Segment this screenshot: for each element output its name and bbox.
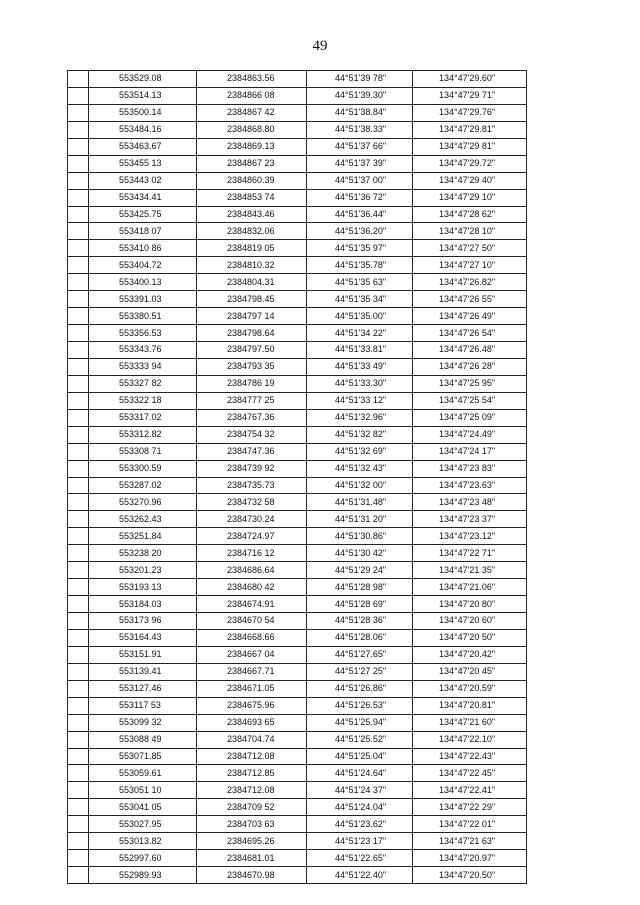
row-index-cell [68, 240, 89, 257]
y-coordinate-cell: 2384670.98 [197, 867, 307, 884]
row-index-cell [68, 816, 89, 833]
y-coordinate-cell: 2384674.91 [197, 596, 307, 613]
longitude-cell: 134°47'27 10" [413, 257, 527, 274]
row-index-cell [68, 172, 89, 189]
longitude-cell: 134°47'23 37" [413, 511, 527, 528]
table-row [68, 748, 527, 765]
x-coordinate-cell: 553418 07 [89, 223, 197, 240]
x-coordinate-cell: 553300.59 [89, 460, 197, 477]
latitude-cell: 44°51'35.00" [307, 308, 413, 325]
table-row [68, 443, 527, 460]
y-coordinate-cell: 2384709 52 [197, 799, 307, 816]
row-index-cell [68, 325, 89, 342]
latitude-cell: 44°51'25.52" [307, 731, 413, 748]
latitude-cell: 44°51'32 00" [307, 477, 413, 494]
x-coordinate-cell: 553013.82 [89, 833, 197, 850]
latitude-cell: 44°51'36.44" [307, 206, 413, 223]
y-coordinate-cell: 2384832.06 [197, 223, 307, 240]
table-row [68, 291, 527, 308]
table-row [68, 782, 527, 799]
longitude-cell: 134°47'22 45" [413, 765, 527, 782]
row-index-cell [68, 663, 89, 680]
table-row [68, 325, 527, 342]
x-coordinate-cell: 553059.61 [89, 765, 197, 782]
table-row [68, 833, 527, 850]
y-coordinate-cell: 2384798.64 [197, 325, 307, 342]
y-coordinate-cell: 2384681.01 [197, 850, 307, 867]
latitude-cell: 44°51'26.53" [307, 697, 413, 714]
y-coordinate-cell: 2384869.13 [197, 138, 307, 155]
y-coordinate-cell: 2384786 19 [197, 375, 307, 392]
row-index-cell [68, 443, 89, 460]
y-coordinate-cell: 2384867 23 [197, 155, 307, 172]
latitude-cell: 44°51'32 82" [307, 426, 413, 443]
row-index-cell [68, 71, 89, 88]
longitude-cell: 134°47'26 28" [413, 358, 527, 375]
row-index-cell [68, 731, 89, 748]
x-coordinate-cell: 553051 10 [89, 782, 197, 799]
table-row [68, 663, 527, 680]
y-coordinate-cell: 2384667.71 [197, 663, 307, 680]
longitude-cell: 134°47'20.50" [413, 867, 527, 884]
y-coordinate-cell: 2384680 42 [197, 579, 307, 596]
latitude-cell: 44°51'36.20" [307, 223, 413, 240]
latitude-cell: 44°51'38.33" [307, 121, 413, 138]
table-row [68, 494, 527, 511]
longitude-cell: 134°47'23.12" [413, 528, 527, 545]
longitude-cell: 134°47'29 71" [413, 87, 527, 104]
x-coordinate-cell: 553117 53 [89, 697, 197, 714]
y-coordinate-cell: 2384797 14 [197, 308, 307, 325]
latitude-cell: 44°51'22.40" [307, 867, 413, 884]
x-coordinate-cell: 553270.96 [89, 494, 197, 511]
table-row [68, 714, 527, 731]
latitude-cell: 44°51'23.62" [307, 816, 413, 833]
row-index-cell [68, 409, 89, 426]
x-coordinate-cell: 553201.23 [89, 562, 197, 579]
x-coordinate-cell: 553151.91 [89, 646, 197, 663]
table-row [68, 189, 527, 206]
y-coordinate-cell: 2384863.56 [197, 71, 307, 88]
x-coordinate-cell: 553071.85 [89, 748, 197, 765]
row-index-cell [68, 342, 89, 359]
latitude-cell: 44°51'25.94" [307, 714, 413, 731]
table-row [68, 104, 527, 121]
table-row [68, 799, 527, 816]
longitude-cell: 134°47'25 54" [413, 392, 527, 409]
x-coordinate-cell: 553262.43 [89, 511, 197, 528]
y-coordinate-cell: 2384686.64 [197, 562, 307, 579]
latitude-cell: 44°51'28 36" [307, 613, 413, 630]
table-row [68, 545, 527, 562]
row-index-cell [68, 748, 89, 765]
y-coordinate-cell: 2384793 35 [197, 358, 307, 375]
table-row [68, 528, 527, 545]
table-row [68, 460, 527, 477]
latitude-cell: 44°51'37 39" [307, 155, 413, 172]
x-coordinate-cell: 553514.13 [89, 87, 197, 104]
row-index-cell [68, 375, 89, 392]
latitude-cell: 44°51'35.78" [307, 257, 413, 274]
y-coordinate-cell: 2384735.73 [197, 477, 307, 494]
longitude-cell: 134°47'29 10" [413, 189, 527, 206]
y-coordinate-cell: 2384767.36 [197, 409, 307, 426]
table-row [68, 646, 527, 663]
table-row [68, 71, 527, 88]
latitude-cell: 44°51'37 00" [307, 172, 413, 189]
latitude-cell: 44°51'22.65" [307, 850, 413, 867]
y-coordinate-cell: 2384724.97 [197, 528, 307, 545]
latitude-cell: 44°51'32 69" [307, 443, 413, 460]
x-coordinate-cell: 553041 05 [89, 799, 197, 816]
y-coordinate-cell: 2384777 25 [197, 392, 307, 409]
longitude-cell: 134°47'24 17" [413, 443, 527, 460]
page-number: 49 [312, 38, 328, 54]
y-coordinate-cell: 2384754 32 [197, 426, 307, 443]
row-index-cell [68, 596, 89, 613]
longitude-cell: 134°47'21 63" [413, 833, 527, 850]
y-coordinate-cell: 2384671.05 [197, 680, 307, 697]
x-coordinate-cell: 553088 49 [89, 731, 197, 748]
y-coordinate-cell: 2384668.66 [197, 629, 307, 646]
y-coordinate-cell: 2384667 04 [197, 646, 307, 663]
x-coordinate-cell: 553343.76 [89, 342, 197, 359]
latitude-cell: 44°51'27 25" [307, 663, 413, 680]
longitude-cell: 134°47'23 83" [413, 460, 527, 477]
row-index-cell [68, 121, 89, 138]
longitude-cell: 134°47'20 45" [413, 663, 527, 680]
row-index-cell [68, 291, 89, 308]
row-index-cell [68, 833, 89, 850]
latitude-cell: 44°51'31.48" [307, 494, 413, 511]
x-coordinate-cell: 553308 71 [89, 443, 197, 460]
row-index-cell [68, 579, 89, 596]
x-coordinate-cell: 553327 82 [89, 375, 197, 392]
x-coordinate-cell: 553404.72 [89, 257, 197, 274]
longitude-cell: 134°47'23 48" [413, 494, 527, 511]
y-coordinate-cell: 2384853 74 [197, 189, 307, 206]
latitude-cell: 44°51'30.86" [307, 528, 413, 545]
latitude-cell: 44°51'38.84" [307, 104, 413, 121]
y-coordinate-cell: 2384868.80 [197, 121, 307, 138]
table-row [68, 613, 527, 630]
x-coordinate-cell: 553312.82 [89, 426, 197, 443]
y-coordinate-cell: 2384675.96 [197, 697, 307, 714]
row-index-cell [68, 545, 89, 562]
y-coordinate-cell: 2384804.31 [197, 274, 307, 291]
latitude-cell: 44°51'29 24" [307, 562, 413, 579]
table-row [68, 342, 527, 359]
longitude-cell: 134°47'26 55" [413, 291, 527, 308]
row-index-cell [68, 189, 89, 206]
table-row [68, 562, 527, 579]
longitude-cell: 134°47'28 10" [413, 223, 527, 240]
x-coordinate-cell: 553184.03 [89, 596, 197, 613]
longitude-cell: 134°47'20.59" [413, 680, 527, 697]
y-coordinate-cell: 2384712.08 [197, 748, 307, 765]
longitude-cell: 134°47'29.72" [413, 155, 527, 172]
latitude-cell: 44°51'31 20" [307, 511, 413, 528]
y-coordinate-cell: 2384810.32 [197, 257, 307, 274]
x-coordinate-cell: 553484.16 [89, 121, 197, 138]
y-coordinate-cell: 2384704.74 [197, 731, 307, 748]
row-index-cell [68, 392, 89, 409]
latitude-cell: 44°51'25.04" [307, 748, 413, 765]
row-index-cell [68, 697, 89, 714]
y-coordinate-cell: 2384867 42 [197, 104, 307, 121]
latitude-cell: 44°51'28.06" [307, 629, 413, 646]
row-index-cell [68, 680, 89, 697]
latitude-cell: 44°51'32.96" [307, 409, 413, 426]
longitude-cell: 134°47'26.48" [413, 342, 527, 359]
longitude-cell: 134°47'20 60" [413, 613, 527, 630]
row-index-cell [68, 426, 89, 443]
y-coordinate-cell: 2384732 58 [197, 494, 307, 511]
table-row [68, 274, 527, 291]
y-coordinate-cell: 2384798.45 [197, 291, 307, 308]
latitude-cell: 44°51'33 12" [307, 392, 413, 409]
longitude-cell: 134°47'28 62" [413, 206, 527, 223]
longitude-cell: 134°47'20 80" [413, 596, 527, 613]
y-coordinate-cell: 2384712.85 [197, 765, 307, 782]
x-coordinate-cell: 553139.41 [89, 663, 197, 680]
longitude-cell: 134°47'29.60" [413, 71, 527, 88]
x-coordinate-cell: 553251.84 [89, 528, 197, 545]
coordinates-table [67, 70, 527, 884]
row-index-cell [68, 477, 89, 494]
x-coordinate-cell: 552989.93 [89, 867, 197, 884]
latitude-cell: 44°51'33.81" [307, 342, 413, 359]
latitude-cell: 44°51'28 69" [307, 596, 413, 613]
longitude-cell: 134°47'21.06" [413, 579, 527, 596]
row-index-cell [68, 867, 89, 884]
table-row [68, 816, 527, 833]
row-index-cell [68, 104, 89, 121]
table-row [68, 223, 527, 240]
x-coordinate-cell: 553322 18 [89, 392, 197, 409]
latitude-cell: 44°51'26.86" [307, 680, 413, 697]
latitude-cell: 44°51'27.65" [307, 646, 413, 663]
x-coordinate-cell: 553317.02 [89, 409, 197, 426]
table-row [68, 138, 527, 155]
x-coordinate-cell: 553164.43 [89, 629, 197, 646]
table-row [68, 172, 527, 189]
coordinates-table-body [68, 71, 527, 884]
latitude-cell: 44°51'24 37" [307, 782, 413, 799]
y-coordinate-cell: 2384843.46 [197, 206, 307, 223]
y-coordinate-cell: 2384819 05 [197, 240, 307, 257]
latitude-cell: 44°51'33.30" [307, 375, 413, 392]
table-row [68, 680, 527, 697]
table-row [68, 850, 527, 867]
x-coordinate-cell: 553356.53 [89, 325, 197, 342]
table-row [68, 308, 527, 325]
table-row [68, 765, 527, 782]
row-index-cell [68, 714, 89, 731]
table-row [68, 240, 527, 257]
x-coordinate-cell: 553425.75 [89, 206, 197, 223]
x-coordinate-cell: 553410 86 [89, 240, 197, 257]
y-coordinate-cell: 2384703 63 [197, 816, 307, 833]
row-index-cell [68, 613, 89, 630]
longitude-cell: 134°47'22 01" [413, 816, 527, 833]
longitude-cell: 134°47'29.81" [413, 121, 527, 138]
longitude-cell: 134°47'25 09" [413, 409, 527, 426]
table-row [68, 375, 527, 392]
x-coordinate-cell: 553380.51 [89, 308, 197, 325]
x-coordinate-cell: 553238 20 [89, 545, 197, 562]
row-index-cell [68, 799, 89, 816]
latitude-cell: 44°51'34 22" [307, 325, 413, 342]
row-index-cell [68, 646, 89, 663]
table-row [68, 511, 527, 528]
latitude-cell: 44°51'24.04" [307, 799, 413, 816]
row-index-cell [68, 511, 89, 528]
latitude-cell: 44°51'30 42" [307, 545, 413, 562]
table-row [68, 579, 527, 596]
longitude-cell: 134°47'29 40" [413, 172, 527, 189]
latitude-cell: 44°51'37 66" [307, 138, 413, 155]
row-index-cell [68, 257, 89, 274]
longitude-cell: 134°47'22 29" [413, 799, 527, 816]
y-coordinate-cell: 2384695.26 [197, 833, 307, 850]
row-index-cell [68, 87, 89, 104]
table-row [68, 697, 527, 714]
longitude-cell: 134°47'22.10" [413, 731, 527, 748]
longitude-cell: 134°47'24.49" [413, 426, 527, 443]
x-coordinate-cell: 553173 96 [89, 613, 197, 630]
x-coordinate-cell: 553193 13 [89, 579, 197, 596]
row-index-cell [68, 494, 89, 511]
coordinates-table-container [67, 70, 526, 884]
row-index-cell [68, 138, 89, 155]
table-row [68, 87, 527, 104]
longitude-cell: 134°47'20.81" [413, 697, 527, 714]
latitude-cell: 44°51'32 43" [307, 460, 413, 477]
latitude-cell: 44°51'35 34" [307, 291, 413, 308]
table-row [68, 629, 527, 646]
table-row [68, 426, 527, 443]
longitude-cell: 134°47'22 71" [413, 545, 527, 562]
longitude-cell: 134°47'20.97" [413, 850, 527, 867]
longitude-cell: 134°47'23.63" [413, 477, 527, 494]
latitude-cell: 44°51'35 63" [307, 274, 413, 291]
x-coordinate-cell: 553529.08 [89, 71, 197, 88]
latitude-cell: 44°51'23 17" [307, 833, 413, 850]
latitude-cell: 44°51'39 78" [307, 71, 413, 88]
longitude-cell: 134°47'26 54" [413, 325, 527, 342]
x-coordinate-cell: 553127.46 [89, 680, 197, 697]
y-coordinate-cell: 2384730.24 [197, 511, 307, 528]
table-row [68, 121, 527, 138]
longitude-cell: 134°47'26 49" [413, 308, 527, 325]
longitude-cell: 134°47'22.43" [413, 748, 527, 765]
table-row [68, 206, 527, 223]
longitude-cell: 134°47'21 60" [413, 714, 527, 731]
y-coordinate-cell: 2384712.08 [197, 782, 307, 799]
row-index-cell [68, 782, 89, 799]
longitude-cell: 134°47'26.82" [413, 274, 527, 291]
row-index-cell [68, 308, 89, 325]
longitude-cell: 134°47'22.41" [413, 782, 527, 799]
y-coordinate-cell: 2384860.39 [197, 172, 307, 189]
x-coordinate-cell: 553287.02 [89, 477, 197, 494]
row-index-cell [68, 155, 89, 172]
row-index-cell [68, 629, 89, 646]
x-coordinate-cell: 553443 02 [89, 172, 197, 189]
row-index-cell [68, 460, 89, 477]
row-index-cell [68, 274, 89, 291]
x-coordinate-cell: 553391.03 [89, 291, 197, 308]
latitude-cell: 44°51'36 72" [307, 189, 413, 206]
longitude-cell: 134°47'21 35" [413, 562, 527, 579]
table-row [68, 155, 527, 172]
table-row [68, 392, 527, 409]
table-row [68, 867, 527, 884]
table-row [68, 358, 527, 375]
row-index-cell [68, 223, 89, 240]
longitude-cell: 134°47'20.42" [413, 646, 527, 663]
longitude-cell: 134°47'27 50" [413, 240, 527, 257]
row-index-cell [68, 850, 89, 867]
y-coordinate-cell: 2384693 65 [197, 714, 307, 731]
x-coordinate-cell: 553400.13 [89, 274, 197, 291]
table-row [68, 257, 527, 274]
x-coordinate-cell: 553434.41 [89, 189, 197, 206]
y-coordinate-cell: 2384866 08 [197, 87, 307, 104]
y-coordinate-cell: 2384797.50 [197, 342, 307, 359]
latitude-cell: 44°51'35 97" [307, 240, 413, 257]
y-coordinate-cell: 2384739 92 [197, 460, 307, 477]
longitude-cell: 134°47'25 95" [413, 375, 527, 392]
table-row [68, 731, 527, 748]
x-coordinate-cell: 553463.67 [89, 138, 197, 155]
x-coordinate-cell: 552997.60 [89, 850, 197, 867]
longitude-cell: 134°47'29.76" [413, 104, 527, 121]
longitude-cell: 134°47'20 50" [413, 629, 527, 646]
row-index-cell [68, 765, 89, 782]
row-index-cell [68, 562, 89, 579]
x-coordinate-cell: 553099 32 [89, 714, 197, 731]
table-row [68, 477, 527, 494]
x-coordinate-cell: 553455 13 [89, 155, 197, 172]
row-index-cell [68, 528, 89, 545]
y-coordinate-cell: 2384716 12 [197, 545, 307, 562]
longitude-cell: 134°47'29 81" [413, 138, 527, 155]
x-coordinate-cell: 553500.14 [89, 104, 197, 121]
row-index-cell [68, 358, 89, 375]
table-row [68, 596, 527, 613]
x-coordinate-cell: 553027.95 [89, 816, 197, 833]
y-coordinate-cell: 2384747.36 [197, 443, 307, 460]
table-row [68, 409, 527, 426]
y-coordinate-cell: 2384670 54 [197, 613, 307, 630]
latitude-cell: 44°51'24.64" [307, 765, 413, 782]
row-index-cell [68, 206, 89, 223]
latitude-cell: 44°51'39.30" [307, 87, 413, 104]
latitude-cell: 44°51'33 49" [307, 358, 413, 375]
latitude-cell: 44°51'28 98" [307, 579, 413, 596]
x-coordinate-cell: 553333 94 [89, 358, 197, 375]
